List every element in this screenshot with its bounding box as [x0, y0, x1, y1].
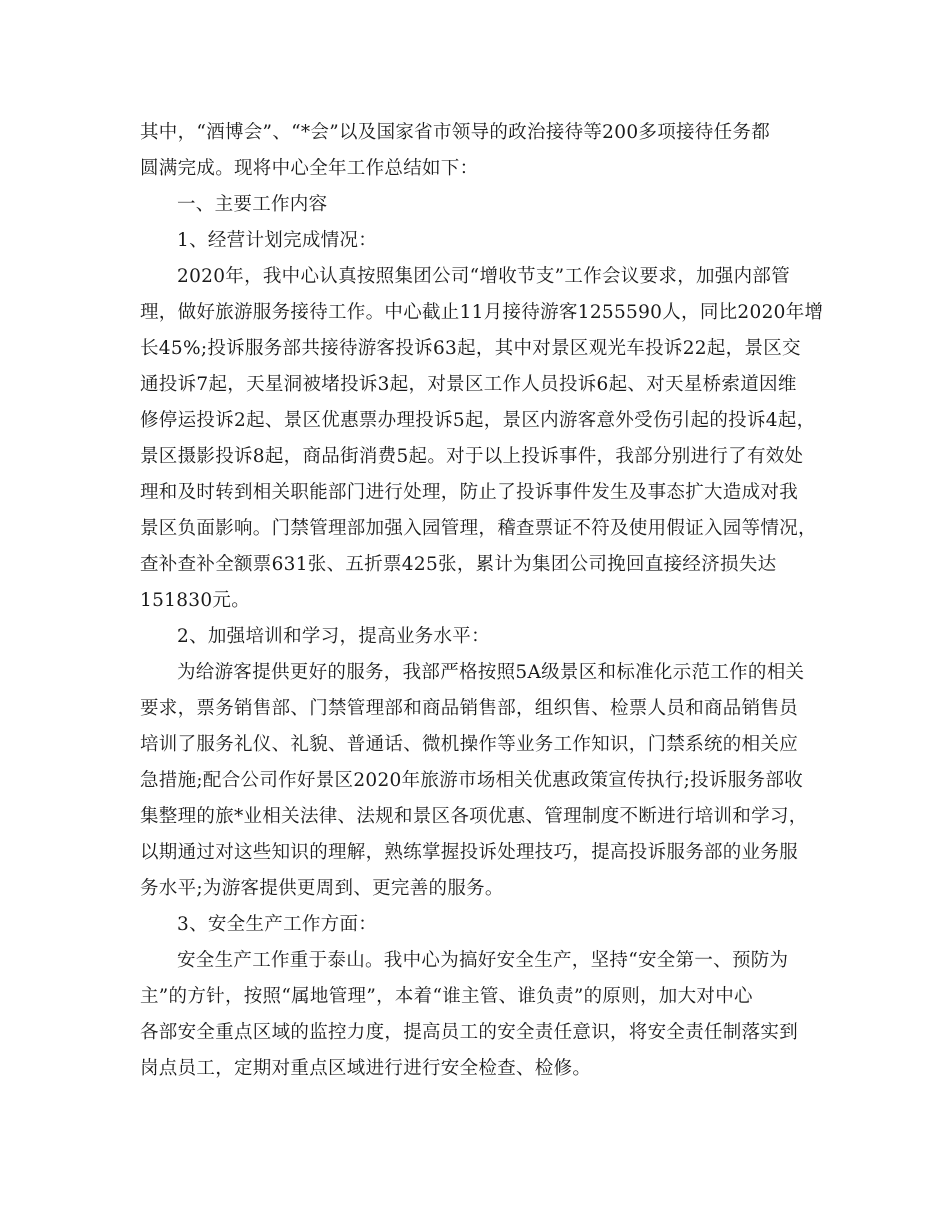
text-line: 2020年，我中心认真按照集团公司“增收节支”工作会议要求，加强内部管 — [177, 266, 790, 287]
text-line: 急措施;配合公司作好景区2020年旅游市场相关优惠政策宣传执行;投诉服务部收 — [140, 770, 803, 791]
text-line: 理，做好旅游服务接待工作。中心截止11月接待游客1255590人，同比2020年增 — [140, 302, 824, 323]
text-line: 以期通过对这些知识的理解，熟练掌握投诉处理技巧，提高投诉服务部的业务服 — [140, 842, 799, 863]
text-line: 长45%;投诉服务部共接待游客投诉63起，其中对景区观光车投诉22起，景区交 — [140, 338, 801, 359]
text-line: 查补查补全额票631张、五折票425张，累计为集团公司挽回直接经济损失达 — [140, 554, 777, 575]
text-line: 务水平;为游客提供更周到、更完善的服务。 — [140, 878, 504, 899]
text-line: 培训了服务礼仪、礼貌、普通话、微机操作等业务工作知识，门禁系统的相关应 — [140, 734, 799, 755]
subsection-heading: 3、安全生产工作方面： — [177, 914, 378, 935]
text-line: 通投诉7起，天星洞被堵投诉3起，对景区工作人员投诉6起、对天星桥索道因维 — [140, 374, 797, 395]
text-line: 151830元。 — [140, 590, 251, 611]
text-line: 理和及时转到相关职能部门进行处理，防止了投诉事件发生及事态扩大造成对我 — [140, 482, 799, 503]
subsection-heading: 1、经营计划完成情况： — [177, 230, 378, 251]
text-line: 为给游客提供更好的服务，我部严格按照5A级景区和标准化示范工作的相关 — [177, 662, 805, 683]
text-line: 要求，票务销售部、门禁管理部和商品销售部，组织售、检票人员和商品销售员 — [140, 698, 799, 719]
text-line: 岗点员工，定期对重点区域进行进行安全检查、检修。 — [140, 1058, 592, 1079]
section-heading: 一、主要工作内容 — [177, 194, 328, 215]
text-line: 圆满完成。现将中心全年工作总结如下： — [140, 158, 479, 179]
text-line: 修停运投诉2起、景区优惠票办理投诉5起，景区内游客意外受伤引起的投诉4起， — [140, 410, 816, 431]
text-line: 安全生产工作重于泰山。我中心为搞好安全生产，坚持“安全第一、预防为 — [177, 950, 789, 971]
text-line: 景区负面影响。门禁管理部加强入园管理，稽查票证不符及使用假证入园等情况， — [140, 518, 817, 539]
text-line: 各部安全重点区域的监控力度，提高员工的安全责任意识，将安全责任制落实到 — [140, 1022, 799, 1043]
subsection-heading: 2、加强培训和学习，提高业务水平： — [177, 626, 490, 647]
text-line: 集整理的旅*业相关法律、法规和景区各项优惠、管理制度不断进行培训和学习， — [140, 806, 808, 827]
text-line: 景区摄影投诉8起，商品街消费5起。对于以上投诉事件，我部分别进行了有效处 — [140, 446, 804, 467]
text-line: 主”的方针，按照“属地管理”，本着“谁主管、谁负责”的原则，加大对中心 — [140, 986, 753, 1007]
text-line: 其中，“酒博会”、“*会”以及国家省市领导的政治接待等200多项接待任务都 — [140, 122, 770, 143]
